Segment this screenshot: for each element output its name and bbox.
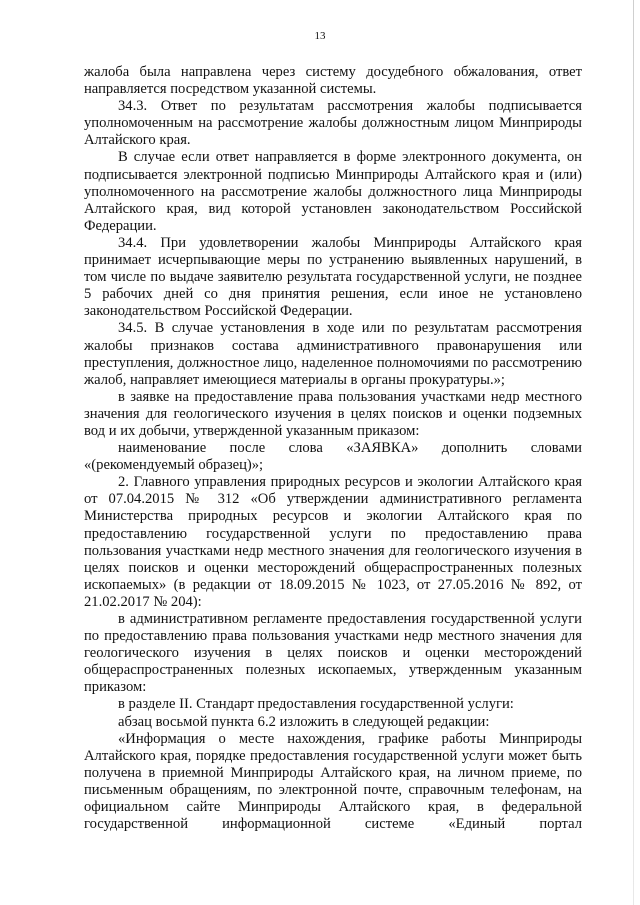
paragraph-1: жалоба была направлена через систему досудебного обжалования, ответ направляется посредством указанной системы. <box>84 64 582 98</box>
paragraph-item-2: 2. Главного управления природных ресурсов и экологии Алтайского края от 07.04.2015 № 312 «Об утверждении административного регламента Министерства природных ресурсов и экологии Алтайского края по предоставлению государственной услуги по предоставлению права пользования участками недр местного значения для геологического изучения в целях поисков и оценки месторождений общераспространенных полезных ископаемых» (в редакции от 18.09.2015 № 1023, от 27.05.2016 № 892, от 21.02.2017 № 204): <box>84 474 582 610</box>
paragraph-6-2: абзац восьмой пункта 6.2 изложить в следующей редакции: <box>118 713 490 730</box>
paragraph-electronic-response: В случае если ответ направляется в форме электронного документа, он подписывается электронной подписью Минприроды Алтайского края и (или) уполномоченного на рассмотрение жалобы должностного лица Минприроды Алтайского края, вид которой установлен законодательством Российской Федерации. <box>84 149 582 234</box>
paragraph-regulation: в административном регламенте предоставления государственной услуги по предоставлению права пользования участками недр местного значения для геологического изучения в целях поисков и оценки месторождений общераспространенных полезных ископаемых, утвержденным указанным приказом: <box>84 611 582 696</box>
document-body <box>84 64 582 833</box>
paragraph-section-2: в разделе II. Стандарт предоставления государственной услуги: <box>118 696 514 713</box>
paragraph-application: в заявке на предоставление права пользования участками недр местного значения для геологического изучения в целях поисков и оценки подземных вод и их добычи, утвержденной указанным приказом: <box>84 388 582 439</box>
paragraph-34-5: 34.5. В случае установления в ходе или по результатам рассмотрения жалобы признаков состава административного правонарушения или преступления, должностное лицо, наделенное полномочиями по рассмотрению жалоб, направляет имеющиеся материалы в органы прокуратуры.»; <box>84 320 582 388</box>
paragraph-information: «Информация о месте нахождения, графике работы Минприроды Алтайского края, порядке предоставления государственной услуги может быть получена в приемной Минприроды Алтайского края, на личном приеме, по письменным обращениям, по электронной почте, справочным телефонам, на официальном сайте Минприроды Алтайского края, в федеральной государственной информационной системе «Единый портал <box>84 730 582 833</box>
paragraph-34-4: 34.4. При удовлетворении жалобы Минприроды Алтайского края принимает исчерпывающие меры по устранению выявленных нарушений, в том числе по выдаче заявителю результата государственной услуги, не позднее 5 рабочих дней со дня принятия решения, если иное не установлено законодательством Российской Федерации. <box>84 234 582 320</box>
scan-edge <box>633 0 634 905</box>
paragraph-34-3: 34.3. Ответ по результатам рассмотрения жалобы подписывается уполномоченным на рассмотрение жалобы должностным лицом Минприроды Алтайского края. <box>84 98 582 149</box>
page-number: 13 <box>314 30 326 42</box>
paragraph-title-change: наименование после слова «ЗАЯВКА» дополнить словами «(рекомендуемый образец)»; <box>84 440 582 474</box>
